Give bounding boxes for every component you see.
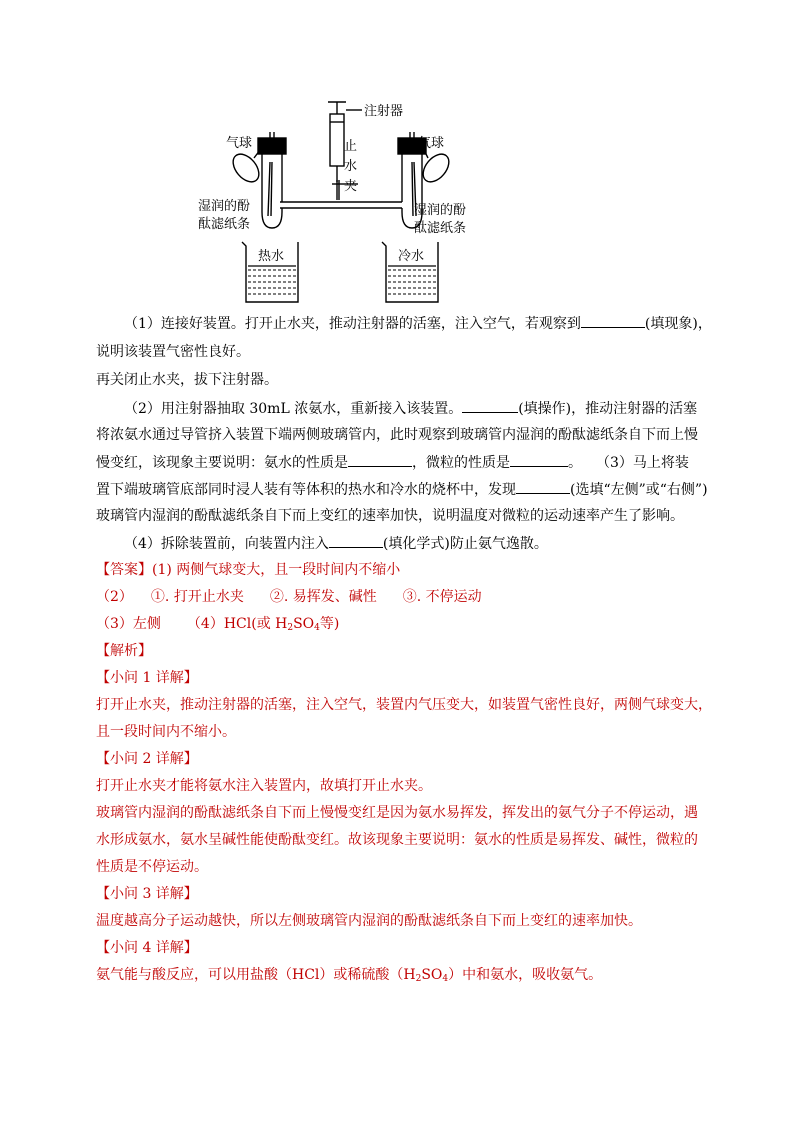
question-2-hint: (填操作)，推动注射器的活塞 — [518, 401, 698, 417]
answer-line-3 — [96, 614, 706, 638]
answer-4-sub-1: 2 — [287, 623, 294, 633]
question-1-line-3 — [96, 370, 706, 390]
paper-left-label-1: 湿润的酚 — [198, 199, 251, 214]
balloon-left-label: 气球 — [226, 136, 253, 151]
paper-right-label-2: 酞滤纸条 — [414, 221, 467, 236]
analysis-4-a: 氨气能与酸反应，可以用盐酸（HCl）或稀硫酸（H — [96, 967, 416, 983]
analysis-2-line-1: 打开止水夹才能将氨水注入装置内，故填打开止水夹。 — [96, 778, 432, 794]
analysis-4-c: ）中和氨水，吸收氨气。 — [448, 967, 603, 983]
question-1-conclusion: 说明该装置气密性良好。 — [96, 344, 250, 360]
apparatus-figure — [196, 92, 476, 304]
answer-blank — [462, 398, 518, 413]
answer-blank — [510, 452, 568, 467]
answer-3: （3）左侧 — [96, 616, 161, 632]
question-2-text-4: ，微粒的性质是 — [412, 455, 510, 471]
answer-blank — [581, 313, 645, 328]
question-2-text-2: 将浓氨水通过导管挤入装置下端两侧玻璃管内，此时观察到玻璃管内湿润的酚酞滤纸条自下而上慢 — [96, 427, 698, 443]
analysis-4-b: SO — [421, 967, 443, 983]
question-4-line — [124, 533, 734, 554]
answer-2-part-2: ②. 易挥发、碱性 — [269, 589, 377, 605]
question-3-text-2: 置下端玻璃管底部同时浸人装有等体积的热水和冷水的烧杯中，发现 — [96, 482, 516, 498]
beaker-cold-label: 冷水 — [398, 249, 425, 264]
question-3-line-2 — [96, 479, 706, 500]
analysis-heading-4: 【小问 4 详解】 — [96, 940, 198, 956]
analysis-2-line-3: 水形成氨水，氨水呈碱性能使酚酞变红。故该现象主要说明：氨水的性质是易挥发、碱性，微粒的 — [96, 832, 698, 848]
analysis-2-line-4: 性质是不停运动。 — [96, 859, 208, 875]
answer-blank — [329, 533, 383, 548]
syringe-label: 注射器 — [364, 104, 404, 119]
paper-right-label-1: 湿润的酚 — [414, 203, 467, 218]
question-2-text-3: 慢变红，该现象主要说明：氨水的性质是 — [96, 455, 348, 471]
question-4-text: （4）拆除装置前，向装置内注入 — [124, 536, 329, 552]
answer-line-1 — [96, 560, 706, 580]
question-1-hint: (填现象)， — [644, 316, 712, 332]
analysis-heading-2: 【小问 2 详解】 — [96, 751, 198, 767]
analysis-4-sub-1: 2 — [415, 974, 422, 984]
answer-2-part-1: ①. 打开止水夹 — [150, 589, 244, 605]
analysis-heading-3: 【小问 3 详解】 — [96, 886, 198, 902]
analysis-4-sub-2: 4 — [442, 974, 449, 984]
beaker-hot-label: 热水 — [258, 249, 285, 264]
question-3-hint: (选填“左侧”或“右侧”) — [570, 482, 708, 498]
answer-2-number: （2） — [96, 589, 133, 605]
analysis-1-line-1: 打开止水夹，推动注射器的活塞，注入空气，装置内气压变大，如装置气密性良好，两侧气球变大， — [96, 697, 712, 713]
question-2-line-3 — [96, 452, 706, 473]
analysis-4-line-1 — [96, 965, 706, 989]
answer-2-part-3: ③. 不停运动 — [402, 589, 482, 605]
question-3-line-3 — [96, 506, 706, 526]
answer-tag: 【答案】 — [96, 562, 152, 578]
question-1-line-2 — [96, 342, 706, 362]
answer-4-sub-2: 4 — [314, 623, 320, 633]
analysis-3-line-1: 温度越高分子运动越快，所以左侧玻璃管内湿润的酚酞滤纸条自下而上变红的速率加快。 — [96, 913, 642, 929]
question-2-line — [124, 398, 734, 419]
paper-left-label-2: 酞滤纸条 — [198, 217, 251, 232]
analysis-1-line-2: 且一段时间内不缩小。 — [96, 724, 236, 740]
clamp-label-3: 夹 — [344, 179, 358, 194]
question-1-line — [124, 313, 734, 334]
answer-blank — [348, 452, 412, 467]
question-2-text: （2）用注射器抽取 30mL 浓氨水，重新接入该装置。 — [124, 401, 463, 417]
answer-1: (1) 两侧气球变大，且一段时间内不缩小 — [152, 562, 401, 578]
question-1-followup: 再关闭止水夹，拔下注射器。 — [96, 372, 278, 388]
answer-line-2 — [96, 587, 706, 607]
question-1-text: （1）连接好装置。打开止水夹，推动注射器的活塞，注入空气，若观察到 — [124, 316, 581, 332]
question-3-text: （3）马上将装 — [596, 455, 689, 471]
question-2-text-5: 。 — [568, 455, 582, 471]
clamp-label-2: 水 — [344, 159, 358, 174]
question-2-line-2 — [96, 425, 706, 445]
answer-4-c: 等) — [319, 616, 340, 632]
question-3-text-3: 玻璃管内湿润的酚酞滤纸条自下而上变红的速率加快，说明温度对微粒的运动速率产生了影响。 — [96, 508, 684, 524]
answer-4-b: SO — [293, 616, 315, 632]
answer-blank — [516, 479, 570, 494]
answer-4-a: （4）HCl(或 H — [186, 616, 288, 632]
analysis-2-line-2: 玻璃管内湿润的酚酞滤纸条自下而上慢慢变红是因为氨水易挥发，挥发出的氨气分子不停运动，遇 — [96, 805, 698, 821]
analysis-tag: 【解析】 — [96, 643, 152, 659]
balloon-right-label: 气球 — [418, 136, 445, 151]
clamp-label-1: 止 — [344, 139, 358, 154]
analysis-heading-1: 【小问 1 详解】 — [96, 670, 198, 686]
question-4-hint: (填化学式)防止氨气逸散。 — [382, 536, 548, 552]
